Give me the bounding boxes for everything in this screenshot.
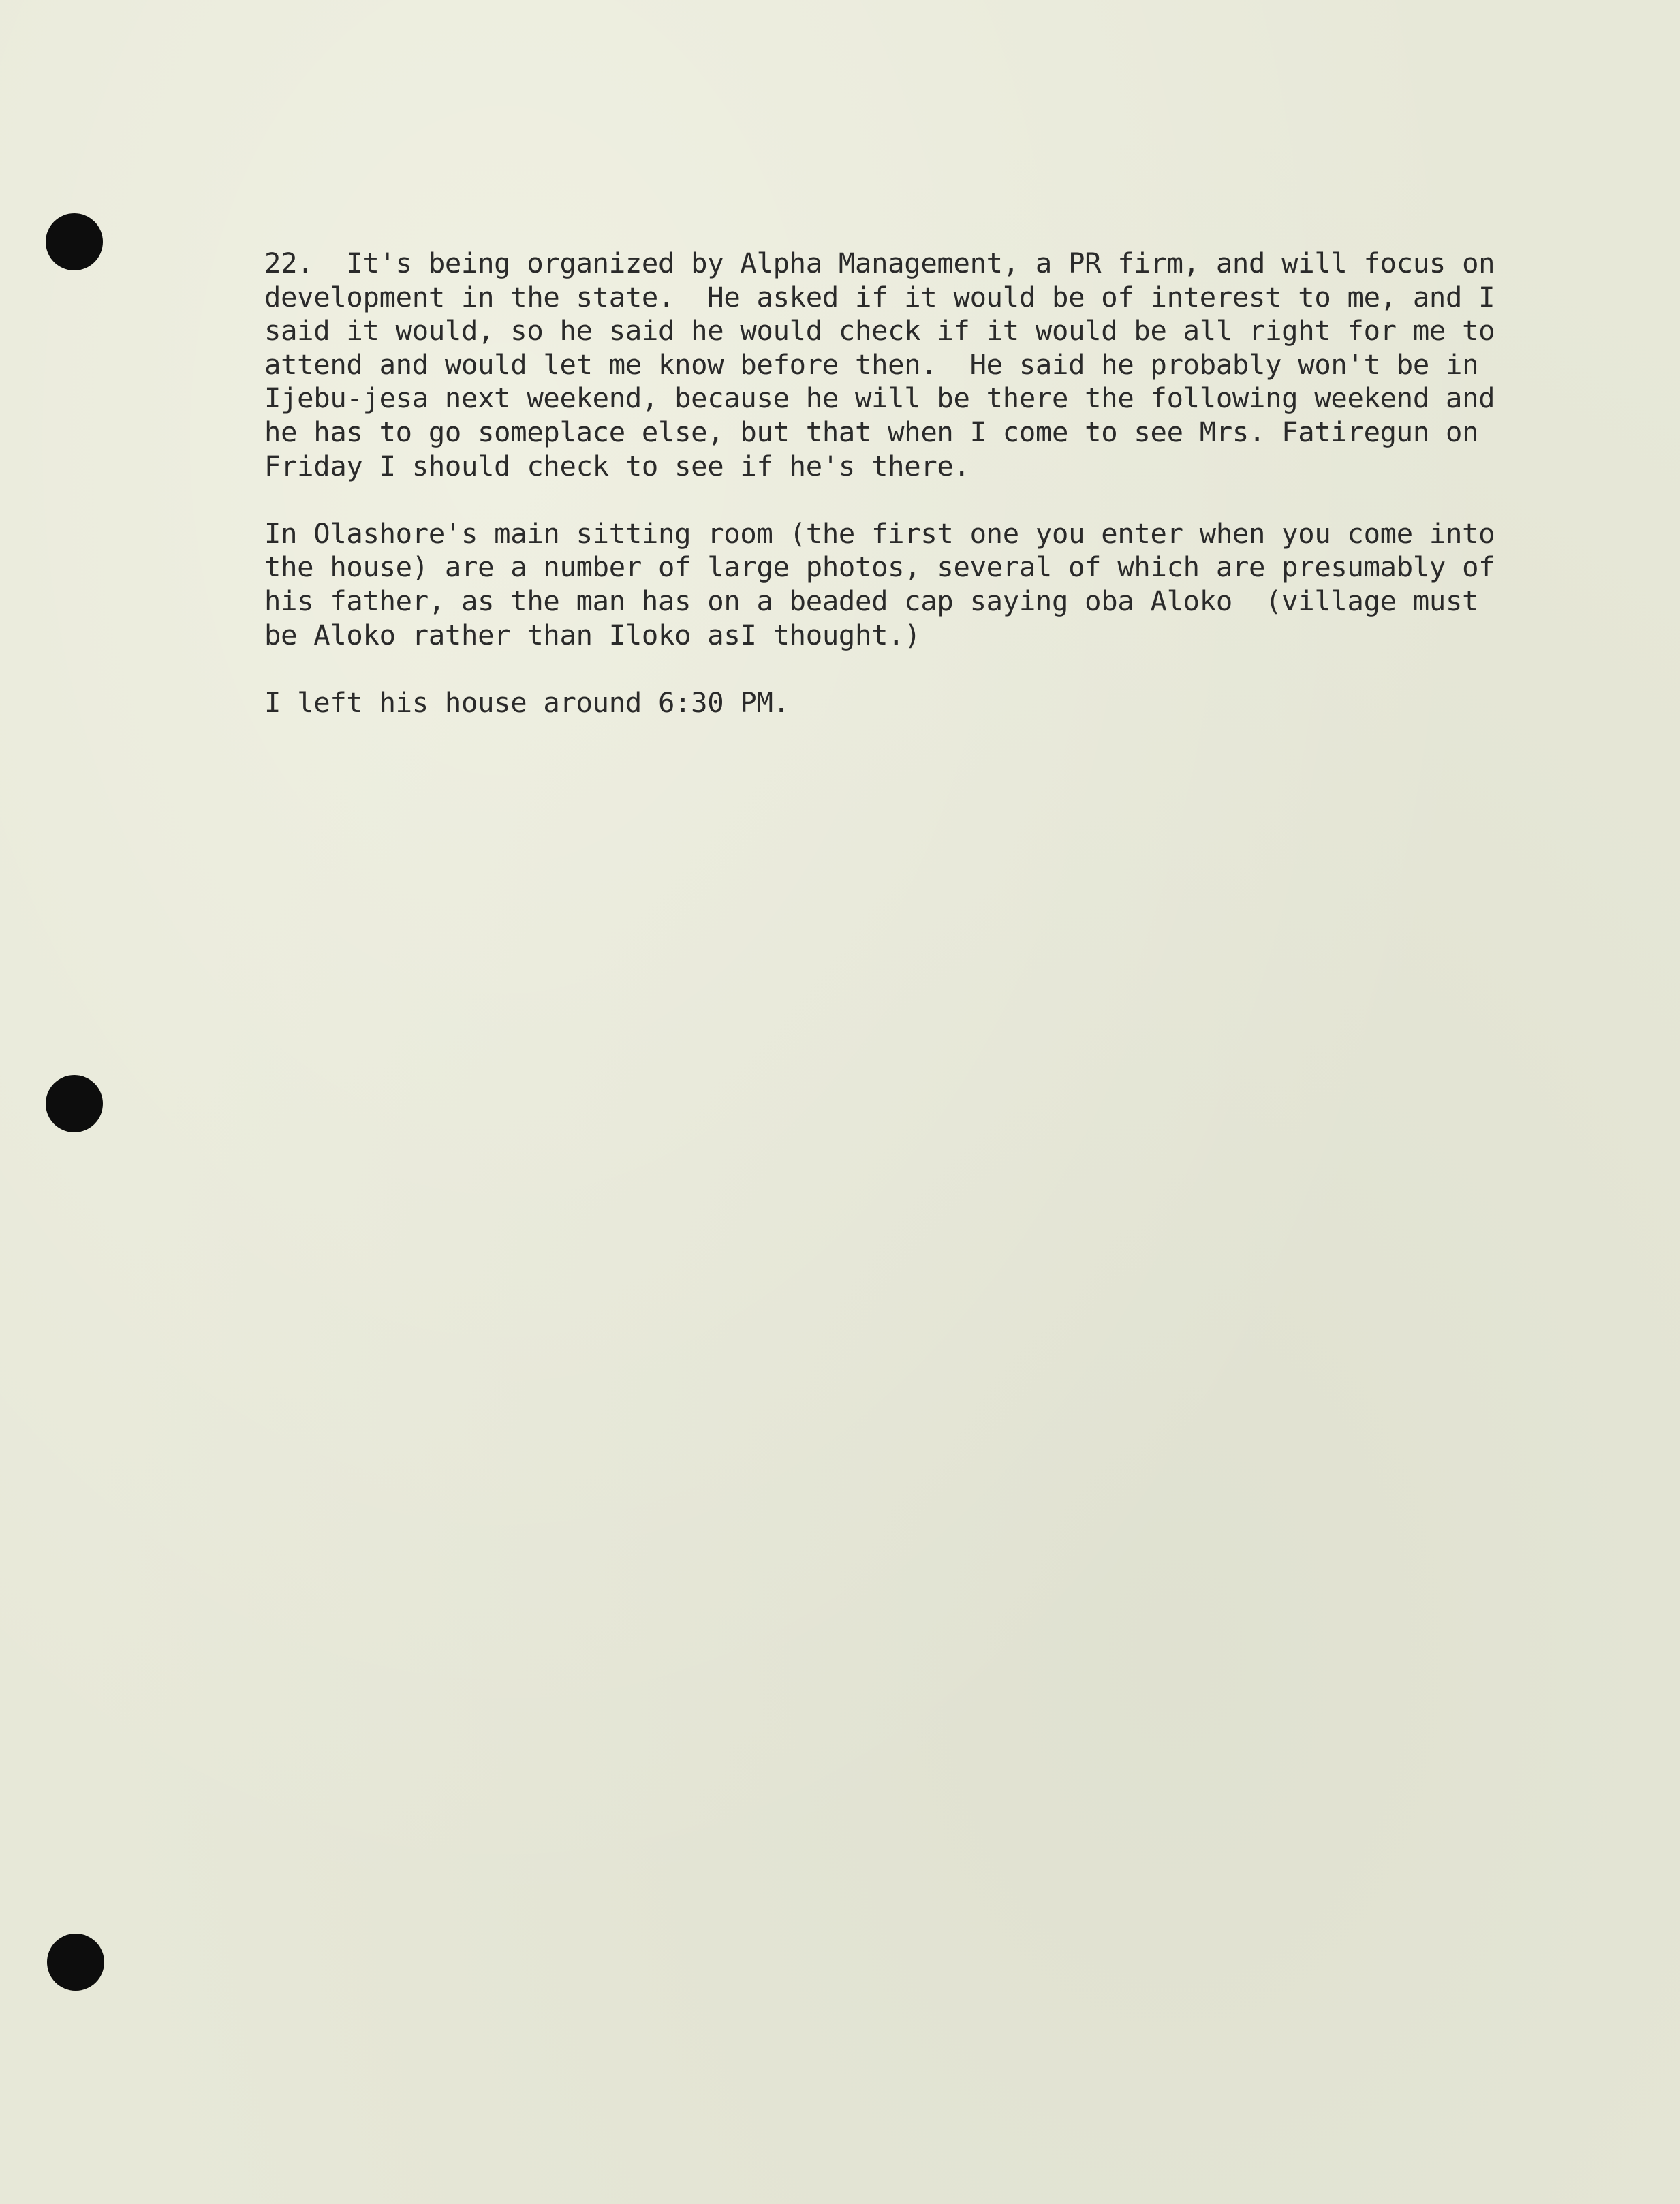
text-line: I left his house around 6:30 PM.: [264, 685, 790, 719]
paragraph-3: [264, 686, 1525, 720]
text-line: Ijebu-jesa next weekend, because he will be there the following weekend and: [264, 382, 1495, 415]
text-line: Friday I should check to see if he's there.: [264, 449, 970, 482]
text-line: In Olashore's main sitting room (the first one you enter when you come into: [264, 516, 1495, 550]
paragraph-2: [264, 517, 1525, 652]
punch-hole-top: [46, 213, 103, 270]
text-line: development in the state. He asked if it would be of interest to me, and I: [264, 280, 1495, 313]
paragraph-1: [264, 247, 1525, 483]
punch-hole-bottom: [47, 1934, 104, 1991]
paragraph-spacer: [264, 483, 1525, 517]
text-line: be Aloko rather than Iloko asI thought.): [264, 618, 921, 651]
paragraph-spacer: [264, 652, 1525, 686]
text-line: the house) are a number of large photos, several of which are presumably of: [264, 550, 1495, 584]
text-line: 22. It's being organized by Alpha Management, a PR firm, and will focus on: [264, 247, 1495, 279]
text-line: attend and would let me know before then. He said he probably won't be in: [264, 347, 1479, 381]
text-line: his father, as the man has on a beaded cap saying oba Aloko (village must: [264, 584, 1479, 617]
text-line: he has to go someplace else, but that when I come to see Mrs. Fatiregun on: [264, 415, 1479, 448]
typed-text-body: [264, 247, 1525, 719]
punch-hole-middle: [46, 1075, 103, 1132]
text-line: said it would, so he said he would check if it would be all right for me to: [264, 314, 1495, 347]
